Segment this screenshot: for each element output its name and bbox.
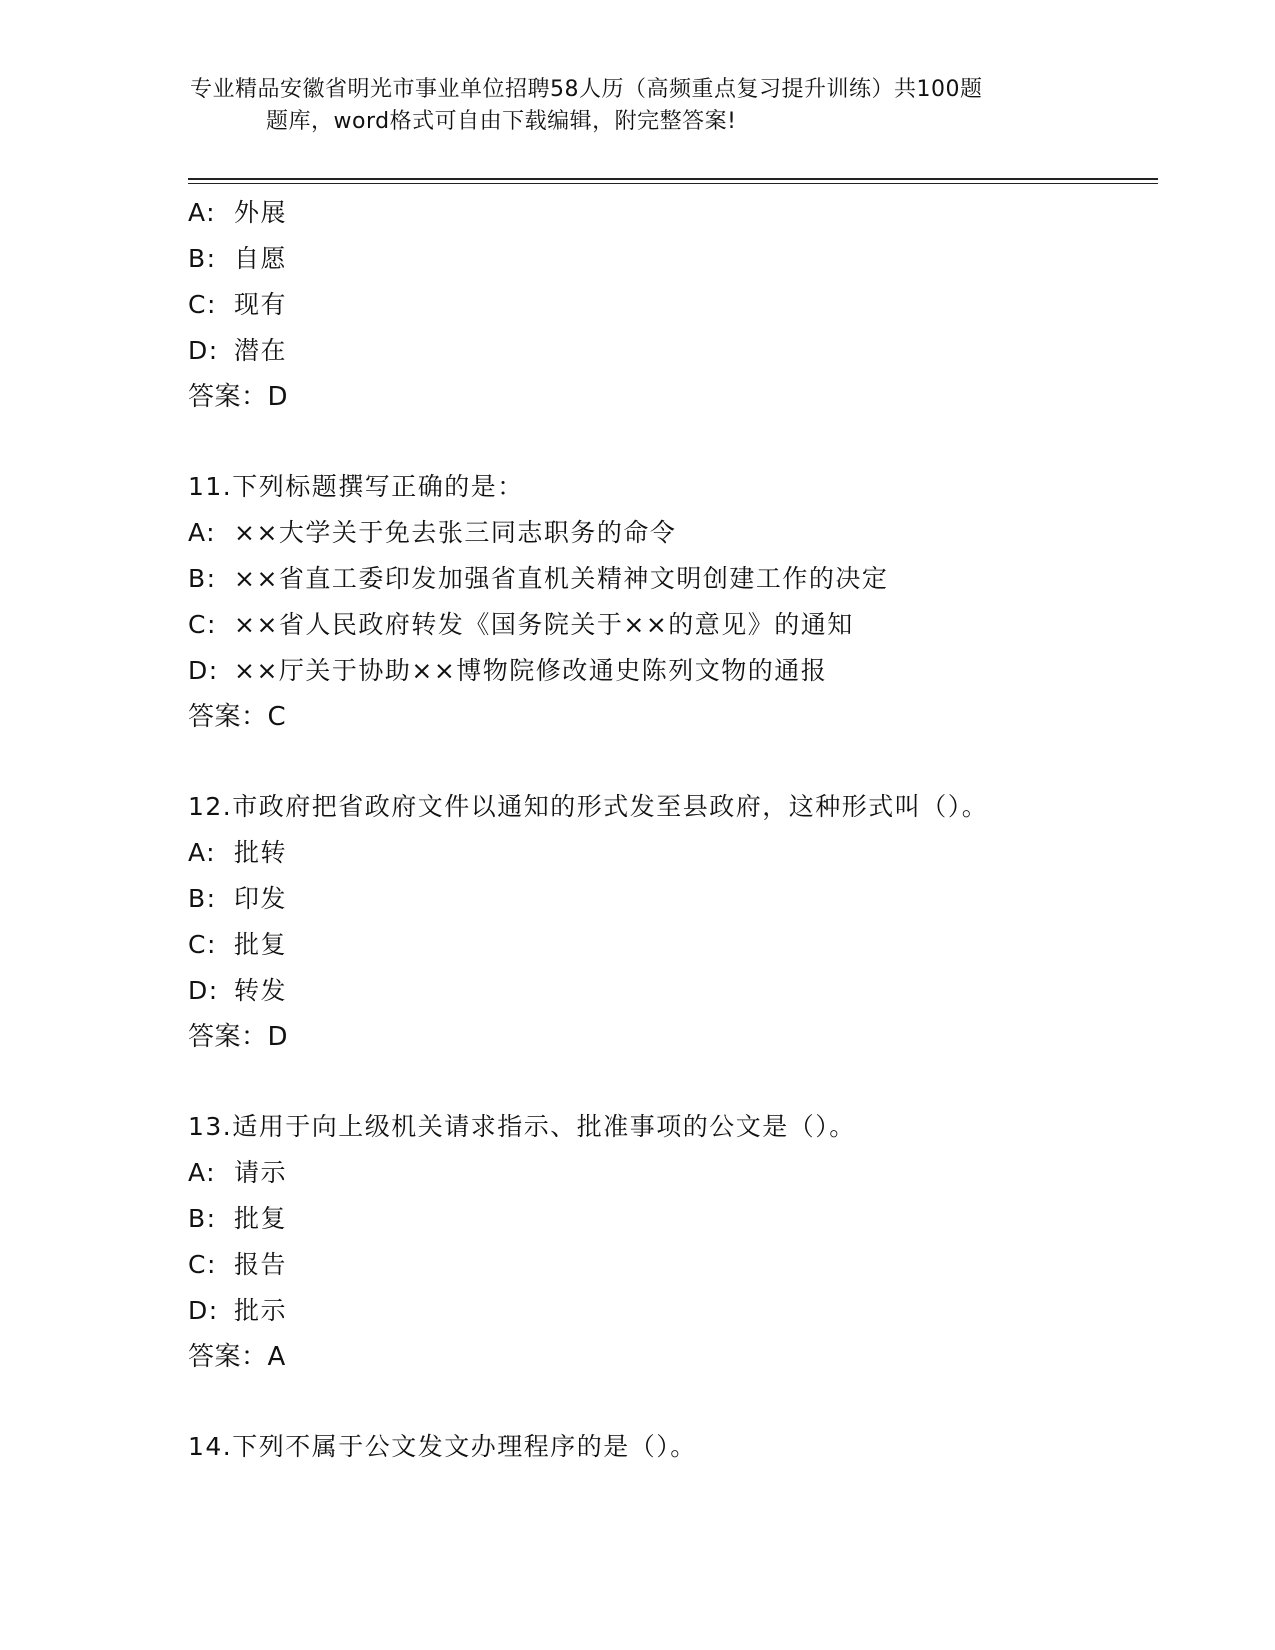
option-c: C: ××省人民政府转发《国务院关于××的意见》的通知: [188, 610, 854, 639]
question-11: [188, 464, 1168, 740]
header-title-line2: 题库，word格式可自由下载编辑，附完整答案!: [266, 109, 737, 134]
option-c: C: 批复: [188, 930, 288, 959]
option-b: B: 批复: [188, 1204, 288, 1233]
answer-line: 答案：C: [188, 702, 287, 732]
question-13: [188, 1104, 1168, 1380]
question-stem: 13.适用于向上级机关请求指示、批准事项的公文是（）。: [188, 1112, 856, 1141]
header-divider-thin: [188, 183, 1158, 184]
option-a: A: 请示: [188, 1158, 288, 1187]
question-stem: 11.下列标题撰写正确的是：: [188, 472, 524, 501]
option-d: D: 转发: [188, 976, 288, 1005]
question-stem: 14.下列不属于公文发文办理程序的是（）。: [188, 1432, 697, 1461]
question-10-continued: [188, 190, 1168, 420]
option-d: D: ××厅关于协助××博物院修改通史陈列文物的通报: [188, 656, 828, 685]
option-a: A: 批转: [188, 838, 288, 867]
option-a: A: ××大学关于免去张三同志职务的命令: [188, 518, 677, 547]
answer-line: 答案：A: [188, 1342, 286, 1372]
question-list: [188, 190, 1168, 1470]
option-c: C: 现有: [188, 290, 288, 319]
option-d: D: 批示: [188, 1296, 288, 1325]
page-header: [190, 74, 1090, 138]
option-d: D: 潜在: [188, 336, 288, 365]
question-12: [188, 784, 1168, 1060]
question-stem: 12.市政府把省政府文件以通知的形式发至县政府，这种形式叫（）。: [188, 792, 989, 821]
question-14: [188, 1424, 1168, 1470]
option-a: A: 外展: [188, 198, 288, 227]
header-divider-thick: [188, 178, 1158, 180]
answer-line: 答案：D: [188, 382, 289, 412]
option-c: C: 报告: [188, 1250, 288, 1279]
answer-line: 答案：D: [188, 1022, 289, 1052]
option-b: B: ××省直工委印发加强省直机关精神文明创建工作的决定: [188, 564, 889, 593]
header-title-line1: 专业精品安徽省明光市事业单位招聘58人历（高频重点复习提升训练）共100题: [190, 77, 983, 102]
option-b: B: 自愿: [188, 244, 288, 273]
option-b: B: 印发: [188, 884, 288, 913]
